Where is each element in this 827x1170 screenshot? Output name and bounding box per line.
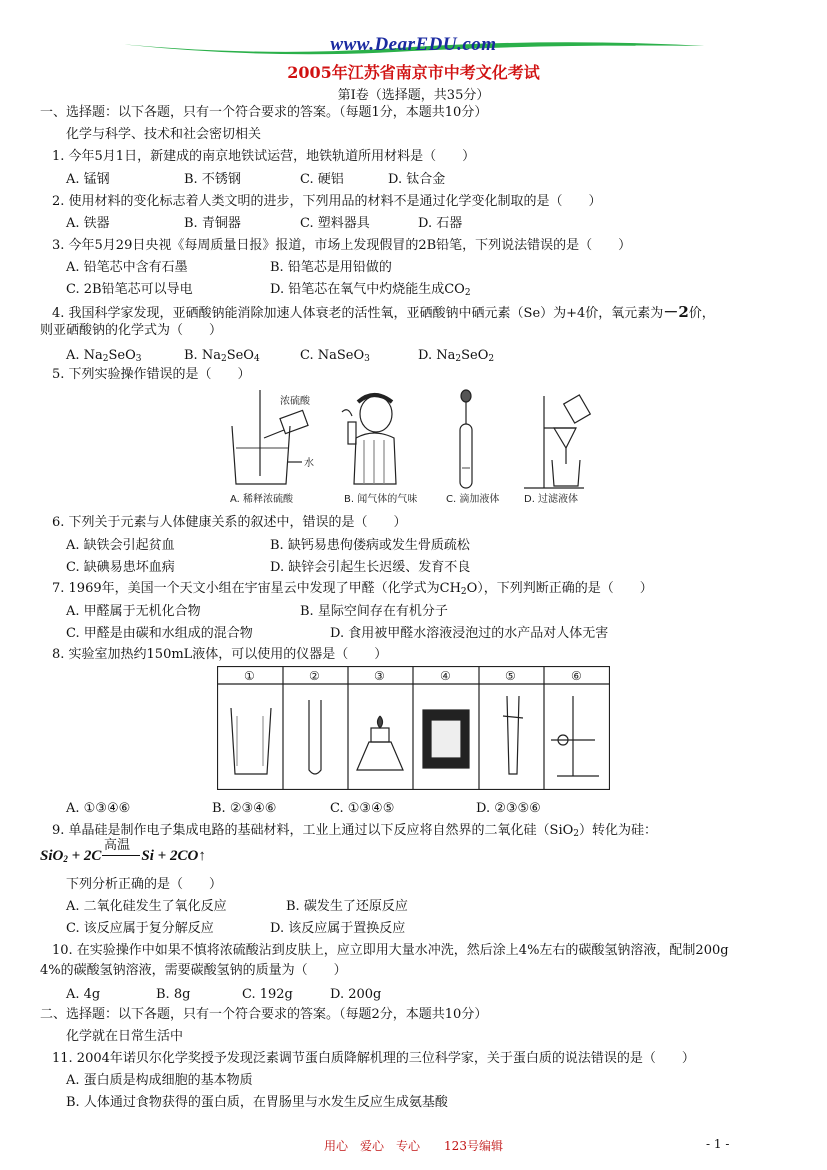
q3-option-b: B. 铅笔芯是用铅做的	[270, 260, 392, 275]
q6-option-a: A. 缺铁会引起贫血	[66, 538, 175, 553]
q8-option-d: D. ②③⑤⑥	[476, 801, 541, 816]
q10-option-b: B. 8g	[156, 987, 191, 1002]
question-4-stem: 4. 我国科学家发现，亚硒酸钠能消除加速人体衰老的活性氧，亚硒酸钠中硒元素（Se）为+4价，氧元素为－2价，	[52, 303, 715, 321]
q9-option-c: C. 该反应属于复分解反应	[66, 921, 214, 936]
question-6-stem: 6. 下列关于元素与人体健康关系的叙述中，错误的是（ ）	[52, 515, 407, 530]
apparatus-label-4: ④	[440, 669, 451, 683]
q3-option-a: A. 铅笔芯中含有石墨	[66, 260, 188, 275]
q7-option-b: B. 星际空间存在有机分子	[300, 604, 448, 619]
q4-option-c: C. NaSeO$_3$	[300, 348, 370, 364]
q1-option-a: A. 锰钢	[66, 172, 110, 187]
section-1-heading: 一、选择题：以下各题，只有一个符合要求的答案。（每题1分，本题共10分）	[40, 105, 488, 120]
question-5-stem: 5. 下列实验操作错误的是（ ）	[52, 367, 251, 382]
question-3-stem: 3. 今年5月29日央视《每周质量日报》报道，市场上发现假冒的2B铅笔，下列说法错误的是（ ）	[52, 238, 632, 253]
q6-option-b: B. 缺钙易患佝偻病或发生骨质疏松	[270, 538, 470, 553]
q8-option-a: A. ①③④⑥	[66, 801, 131, 816]
section-2-heading: 二、选择题：以下各题，只有一个符合要求的答案。（每题2分，本题共10分）	[40, 1007, 488, 1022]
question-8-stem: 8. 实验室加热约150mL液体，可以使用的仪器是（ ）	[52, 647, 388, 662]
question-9-stem: 9. 单晶硅是制作电子集成电路的基础材料，工业上通过以下反应将自然界的二氧化硅（SiO$_2$）转化为硅：	[52, 823, 658, 839]
apparatus-label-6: ⑥	[571, 669, 582, 683]
section-1-theme: 化学与科学、技术和社会密切相关	[66, 127, 262, 142]
section-2-theme: 化学就在日常生活中	[66, 1029, 184, 1044]
q8-apparatus-table	[217, 666, 610, 790]
q9-option-d: D. 该反应属于置换反应	[270, 921, 406, 936]
q10-option-c: C. 192g	[242, 987, 293, 1002]
q5-lab-operations-figure	[224, 388, 604, 508]
q3-option-d: D. 铅笔芯在氧气中灼烧能生成$CO_2$	[270, 282, 471, 298]
question-2-stem: 2. 使用材料的变化标志着人类文明的进步，下列用品的材料不是通过化学变化制取的是（ ）	[52, 194, 602, 209]
page-number: - 1 -	[706, 1137, 730, 1151]
q2-option-d: D. 石器	[418, 216, 463, 231]
q9-option-a: A. 二氧化硅发生了氧化反应	[66, 899, 227, 914]
apparatus-label-2: ②	[309, 669, 320, 683]
q2-option-c: C. 塑料器具	[300, 216, 370, 231]
q3-option-c: C. 2B铅笔芯可以导电	[66, 282, 193, 297]
q9-chemical-equation: SiO$_2$ + 2C Si + 2CO↑ 高温	[40, 848, 206, 865]
q2-option-b: B. 青铜器	[184, 216, 241, 231]
exam-title: 2005年江苏省南京市中考文化考试	[287, 63, 540, 82]
fig-label-acid: 浓硫酸	[280, 396, 310, 407]
q8-option-c: C. ①③④⑤	[330, 801, 395, 816]
question-4-stem-cont: 则亚硒酸钠的化学式为（ ）	[40, 323, 223, 338]
q6-option-c: C. 缺碘易患坏血病	[66, 560, 175, 575]
question-10-stem-cont: 4%的碳酸氢钠溶液，需要碳酸氢钠的质量为（ ）	[40, 963, 347, 978]
q2-option-a: A. 铁器	[66, 216, 110, 231]
q9-reaction-condition: 高温	[104, 837, 131, 852]
question-10-stem: 10. 在实验操作中如果不慎将浓硫酸沾到皮肤上，应立即用大量水冲洗，然后涂上4%左右的碳酸氢钠溶液，配制200g	[52, 943, 729, 958]
q1-option-d: D. 钛合金	[388, 172, 446, 187]
q7-option-c: C. 甲醛是由碳和水组成的混合物	[66, 626, 253, 641]
q6-option-d: D. 缺锌会引起生长迟缓、发育不良	[270, 560, 471, 575]
q1-option-b: B. 不锈钢	[184, 172, 241, 187]
question-1-stem: 1. 今年5月1日，新建成的南京地铁试运营，地铁轨道所用材料是（ ）	[52, 149, 476, 164]
question-7-stem: 7. 1969年，美国一个天文小组在宇宙星云中发现了甲醛（化学式为$CH_2O$），下列判断正确的是（ ）	[52, 581, 653, 597]
fig-caption-d: D. 过滤液体	[524, 494, 579, 505]
apparatus-label-3: ③	[374, 669, 385, 683]
q9-option-b: B. 碳发生了还原反应	[286, 899, 408, 914]
exam-subtitle: 第Ⅰ卷（选择题，共35分）	[337, 88, 490, 103]
fig-caption-b: B. 闻气体的气味	[344, 494, 418, 505]
q8-option-b: B. ②③④⑥	[212, 801, 277, 816]
q1-option-c: C. 硬铝	[300, 172, 344, 187]
apparatus-label-1: ①	[244, 669, 255, 683]
question-11-stem: 11. 2004年诺贝尔化学奖授予发现泛素调节蛋白质降解机理的三位科学家，关于蛋白质的说法错误的是（ ）	[52, 1051, 695, 1066]
q4-option-b: B. $Na_2SeO_4$	[184, 348, 260, 364]
q9-sub-stem: 下列分析正确的是（ ）	[66, 877, 223, 892]
q10-option-a: A. 4g	[66, 987, 101, 1002]
q4-option-d: D. $Na_2SeO_2$	[418, 348, 495, 364]
q11-option-a: A. 蛋白质是构成细胞的基本物质	[66, 1073, 253, 1088]
page-footer: 用心 爱心 专心 123号编辑	[324, 1139, 503, 1153]
fig-caption-c: C. 滴加液体	[446, 494, 500, 505]
q7-option-a: A. 甲醛属于无机化合物	[66, 604, 201, 619]
apparatus-label-5: ⑤	[505, 669, 516, 683]
q4-option-a: A. $Na_2SeO_3$	[66, 348, 142, 364]
fig-label-water: 水	[304, 458, 314, 469]
site-logo: www.DearEDU.com	[330, 34, 497, 55]
q10-option-d: D. 200g	[330, 987, 382, 1002]
q7-option-d: D. 食用被甲醛水溶液浸泡过的水产品对人体无害	[330, 626, 609, 641]
fig-caption-a: A. 稀释浓硫酸	[230, 494, 294, 505]
q11-option-b: B. 人体通过食物获得的蛋白质，在胃肠里与水发生反应生成氨基酸	[66, 1095, 448, 1110]
